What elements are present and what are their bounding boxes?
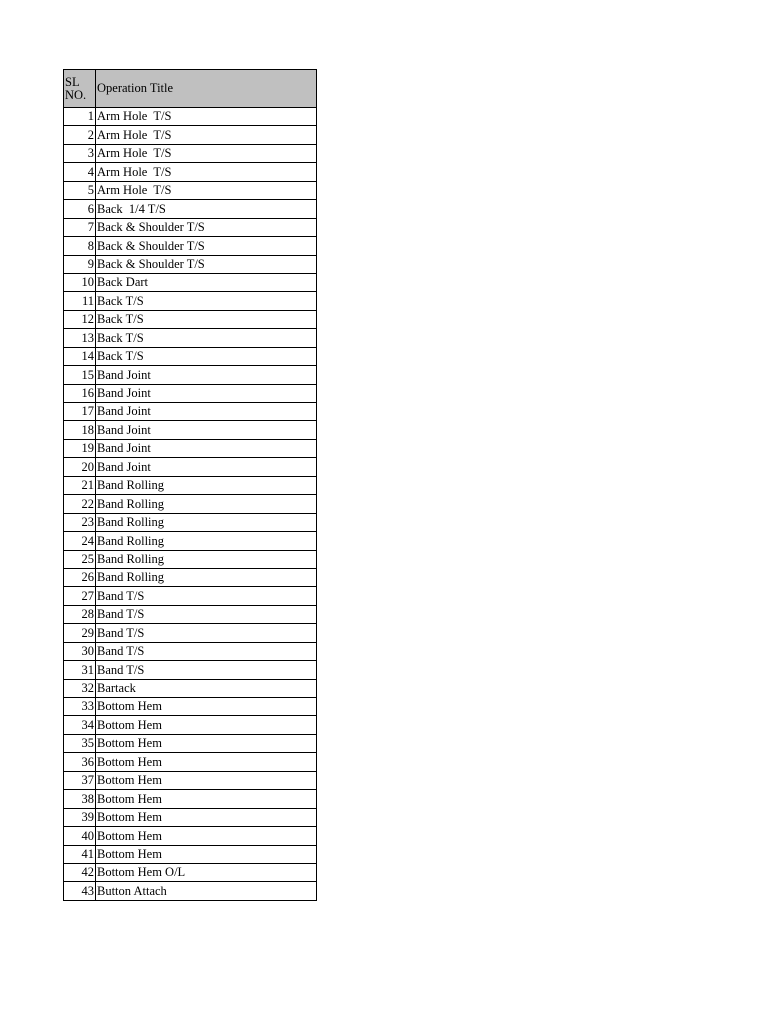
table-row xyxy=(64,108,317,126)
sl-no-cell: 6 xyxy=(64,200,96,218)
sl-no-cell: 37 xyxy=(64,771,96,789)
table-row xyxy=(64,716,317,734)
sl-no-cell: 28 xyxy=(64,605,96,623)
operation-title-cell: Band Rolling xyxy=(96,568,317,586)
table-row xyxy=(64,476,317,494)
sl-no-cell: 32 xyxy=(64,679,96,697)
sl-no-cell: 2 xyxy=(64,126,96,144)
operation-title-cell: Back T/S xyxy=(96,347,317,365)
table-row xyxy=(64,273,317,291)
sl-no-cell: 17 xyxy=(64,403,96,421)
sl-no-cell: 33 xyxy=(64,698,96,716)
table-row xyxy=(64,366,317,384)
sl-no-cell: 20 xyxy=(64,458,96,476)
sl-no-cell: 39 xyxy=(64,808,96,826)
table-row xyxy=(64,237,317,255)
sl-no-cell: 38 xyxy=(64,790,96,808)
sl-no-cell: 43 xyxy=(64,882,96,900)
table-row xyxy=(64,532,317,550)
table-row xyxy=(64,200,317,218)
sl-no-cell: 42 xyxy=(64,863,96,881)
sl-no-cell: 1 xyxy=(64,108,96,126)
sl-no-cell: 26 xyxy=(64,568,96,586)
sl-no-cell: 4 xyxy=(64,163,96,181)
operation-title-cell: Bottom Hem xyxy=(96,790,317,808)
operation-title-cell: Bottom Hem xyxy=(96,734,317,752)
table-row xyxy=(64,513,317,531)
table-row xyxy=(64,329,317,347)
table-row xyxy=(64,439,317,457)
operation-title-cell: Band Joint xyxy=(96,458,317,476)
sl-no-cell: 25 xyxy=(64,550,96,568)
sl-no-cell: 36 xyxy=(64,753,96,771)
operation-title-cell: Band T/S xyxy=(96,624,317,642)
operation-title-cell: Band Rolling xyxy=(96,476,317,494)
operation-title-cell: Bottom Hem xyxy=(96,827,317,845)
sl-no-cell: 29 xyxy=(64,624,96,642)
table-row xyxy=(64,790,317,808)
sl-no-cell: 31 xyxy=(64,661,96,679)
sl-no-cell: 35 xyxy=(64,734,96,752)
table-row xyxy=(64,827,317,845)
table-body xyxy=(64,108,317,901)
sl-no-cell: 21 xyxy=(64,476,96,494)
operation-title-cell: Back T/S xyxy=(96,292,317,310)
table-row xyxy=(64,624,317,642)
sl-no-cell: 7 xyxy=(64,218,96,236)
operation-title-cell: Back T/S xyxy=(96,329,317,347)
operation-title-cell: Band Rolling xyxy=(96,495,317,513)
table-row xyxy=(64,882,317,900)
sl-no-cell: 27 xyxy=(64,587,96,605)
table-row xyxy=(64,771,317,789)
operation-title-cell: Arm Hole T/S xyxy=(96,144,317,162)
sl-no-cell: 34 xyxy=(64,716,96,734)
operation-title-cell: Band T/S xyxy=(96,642,317,660)
operation-title-cell: Bottom Hem xyxy=(96,716,317,734)
operation-title-cell: Band T/S xyxy=(96,587,317,605)
operation-title-cell: Band Joint xyxy=(96,421,317,439)
operation-title-cell: Band Joint xyxy=(96,366,317,384)
sl-no-cell: 14 xyxy=(64,347,96,365)
operation-title-cell: Back Dart xyxy=(96,273,317,291)
table-row xyxy=(64,421,317,439)
table-row xyxy=(64,605,317,623)
sl-no-cell: 16 xyxy=(64,384,96,402)
table-row xyxy=(64,181,317,199)
operation-title-cell: Arm Hole T/S xyxy=(96,163,317,181)
table-row xyxy=(64,403,317,421)
operation-title-cell: Arm Hole T/S xyxy=(96,126,317,144)
table-row xyxy=(64,808,317,826)
operation-title-cell: Bottom Hem xyxy=(96,698,317,716)
header-sl-no xyxy=(64,70,96,108)
sl-no-cell: 12 xyxy=(64,310,96,328)
table-row xyxy=(64,550,317,568)
operation-title-cell: Bottom Hem xyxy=(96,753,317,771)
table-row xyxy=(64,734,317,752)
table-row xyxy=(64,568,317,586)
operation-title-cell: Back & Shoulder T/S xyxy=(96,218,317,236)
operation-title-cell: Back & Shoulder T/S xyxy=(96,237,317,255)
sl-no-cell: 19 xyxy=(64,439,96,457)
table-row xyxy=(64,863,317,881)
operations-table xyxy=(63,69,317,901)
table-row xyxy=(64,495,317,513)
operation-title-cell: Bottom Hem O/L xyxy=(96,863,317,881)
table-row xyxy=(64,587,317,605)
sl-no-cell: 40 xyxy=(64,827,96,845)
table-row xyxy=(64,698,317,716)
sl-no-cell: 10 xyxy=(64,273,96,291)
table-row xyxy=(64,144,317,162)
operation-title-cell: Band T/S xyxy=(96,661,317,679)
header-row xyxy=(64,70,317,108)
operation-title-cell: Band Rolling xyxy=(96,550,317,568)
table-row xyxy=(64,163,317,181)
table-row xyxy=(64,347,317,365)
table-row xyxy=(64,661,317,679)
sl-no-cell: 18 xyxy=(64,421,96,439)
table-row xyxy=(64,845,317,863)
operation-title-cell: Arm Hole T/S xyxy=(96,181,317,199)
sl-no-cell: 15 xyxy=(64,366,96,384)
operation-title-cell: Bartack xyxy=(96,679,317,697)
sl-no-cell: 23 xyxy=(64,513,96,531)
operation-title-cell: Band Rolling xyxy=(96,513,317,531)
operation-title-cell: Bottom Hem xyxy=(96,845,317,863)
operation-title-cell: Band T/S xyxy=(96,605,317,623)
table-row xyxy=(64,292,317,310)
sl-no-cell: 3 xyxy=(64,144,96,162)
operation-title-cell: Back & Shoulder T/S xyxy=(96,255,317,273)
operation-title-cell: Band Joint xyxy=(96,439,317,457)
sl-no-cell: 13 xyxy=(64,329,96,347)
table-row xyxy=(64,310,317,328)
operation-title-cell: Band Rolling xyxy=(96,532,317,550)
table-row xyxy=(64,642,317,660)
operation-title-cell: Bottom Hem xyxy=(96,771,317,789)
operation-title-cell: Back T/S xyxy=(96,310,317,328)
table-row xyxy=(64,255,317,273)
operation-title-cell: Arm Hole T/S xyxy=(96,108,317,126)
operation-title-cell: Band Joint xyxy=(96,384,317,402)
sl-no-cell: 41 xyxy=(64,845,96,863)
sl-no-cell: 11 xyxy=(64,292,96,310)
header-sl-line1: SL xyxy=(65,74,80,89)
sl-no-cell: 5 xyxy=(64,181,96,199)
operation-title-cell: Button Attach xyxy=(96,882,317,900)
table-row xyxy=(64,679,317,697)
table-row xyxy=(64,753,317,771)
table-row xyxy=(64,384,317,402)
operation-title-cell: Band Joint xyxy=(96,403,317,421)
sl-no-cell: 8 xyxy=(64,237,96,255)
table-row xyxy=(64,458,317,476)
header-operation-title: Operation Title xyxy=(96,70,317,108)
table-row xyxy=(64,218,317,236)
sl-no-cell: 24 xyxy=(64,532,96,550)
sl-no-cell: 22 xyxy=(64,495,96,513)
operation-title-cell: Bottom Hem xyxy=(96,808,317,826)
sl-no-cell: 9 xyxy=(64,255,96,273)
sl-no-cell: 30 xyxy=(64,642,96,660)
table-row xyxy=(64,126,317,144)
header-sl-line2: NO. xyxy=(65,87,87,102)
operation-title-cell: Back 1/4 T/S xyxy=(96,200,317,218)
